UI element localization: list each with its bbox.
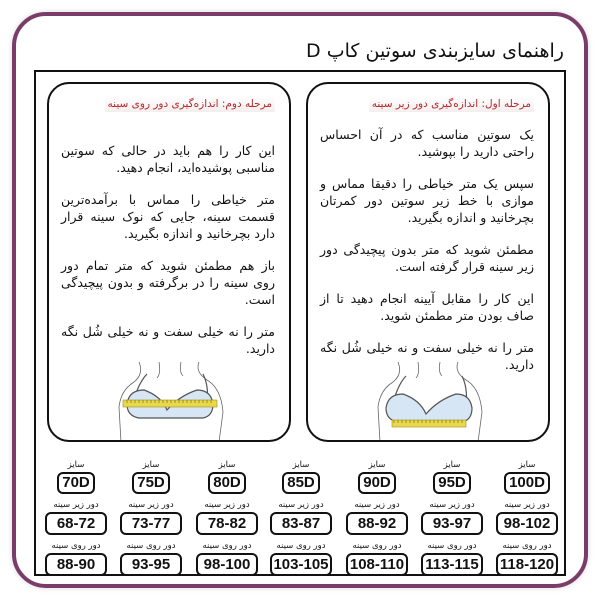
size-column-80d bbox=[194, 460, 260, 576]
underbust-value: 68-72 bbox=[45, 512, 107, 535]
size-label: سایز bbox=[218, 460, 236, 470]
bust-label: دور روی سینه bbox=[202, 541, 252, 551]
bust-value: 103-105 bbox=[270, 553, 332, 576]
underbust-label: دور زیر سینه bbox=[354, 500, 400, 510]
underbust-value: 98-102 bbox=[496, 512, 558, 535]
bust-label: دور روی سینه bbox=[51, 541, 101, 551]
bust-value: 98-100 bbox=[196, 553, 258, 576]
underbust-label: دور زیر سینه bbox=[504, 500, 550, 510]
size-badge: 80D bbox=[208, 472, 246, 494]
size-label: سایز bbox=[292, 460, 310, 470]
bust-label: دور روی سینه bbox=[352, 541, 402, 551]
step1-body bbox=[320, 126, 534, 388]
size-badge: 95D bbox=[433, 472, 471, 494]
size-label: سایز bbox=[518, 460, 536, 470]
step1-title: مرحله اول: اندازه‌گیری دور زیر سینه bbox=[369, 96, 534, 112]
size-badge: 70D bbox=[57, 472, 95, 494]
step2-body bbox=[61, 142, 275, 372]
size-badge: 75D bbox=[132, 472, 170, 494]
size-column-70d bbox=[43, 460, 109, 576]
step1-para-3: مطمئن شوید که متر بدون پیچیدگی دور زیر سینه قرار گرفته است. bbox=[320, 242, 534, 274]
size-column-85d bbox=[268, 460, 334, 576]
step2-title: مرحله دوم: اندازه‌گیری دور روی سینه bbox=[105, 96, 275, 112]
size-label: سایز bbox=[67, 460, 85, 470]
step1-para-4: این کار را مقابل آیینه انجام دهید تا از صاف بودن متر مطمئن شوید. bbox=[320, 291, 534, 323]
bust-label: دور روی سینه bbox=[427, 541, 477, 551]
size-column-90d bbox=[344, 460, 410, 576]
size-column-95d bbox=[419, 460, 485, 576]
bust-label: دور روی سینه bbox=[276, 541, 326, 551]
size-label: سایز bbox=[142, 460, 160, 470]
underbust-value: 93-97 bbox=[421, 512, 483, 535]
size-label: سایز bbox=[443, 460, 461, 470]
step2-para-4: متر را نه خیلی سفت و نه خیلی شُل نگه دارید. bbox=[61, 324, 275, 356]
bust-measure-illustration bbox=[99, 362, 239, 442]
bust-value: 113-115 bbox=[421, 553, 483, 576]
size-column-75d bbox=[118, 460, 184, 576]
step1-para-5: متر را نه خیلی سفت و نه خیلی شُل نگه دارید. bbox=[320, 340, 534, 372]
underbust-label: دور زیر سینه bbox=[53, 500, 99, 510]
bust-value: 108-110 bbox=[346, 553, 408, 576]
bust-label: دور روی سینه bbox=[126, 541, 176, 551]
size-label: سایز bbox=[368, 460, 386, 470]
underbust-value: 78-82 bbox=[196, 512, 258, 535]
step2-para-3: باز هم مطمئن شوید که متر تمام دور روی سینه را در برگرفته و بدون پیچیدگی است. bbox=[61, 258, 275, 307]
underbust-label: دور زیر سینه bbox=[278, 500, 324, 510]
size-badge: 85D bbox=[282, 472, 320, 494]
underbust-value: 88-92 bbox=[346, 512, 408, 535]
underbust-label: دور زیر سینه bbox=[429, 500, 475, 510]
step2-para-2: متر خیاطی را مماس با برآمده‌ترین قسمت سینه، جایی که نوک سینه قرار دارد بچرخانید و اندازه بگیرید. bbox=[61, 192, 275, 241]
step2-panel bbox=[47, 82, 291, 442]
step1-panel bbox=[306, 82, 550, 442]
size-badge: 100D bbox=[504, 472, 550, 494]
size-badge: 90D bbox=[358, 472, 396, 494]
step2-para-1: این کار را هم باید در حالی که سوتین مناسبی پوشیده‌اید، انجام دهید. bbox=[61, 143, 275, 175]
bust-value: 118-120 bbox=[496, 553, 558, 576]
underbust-measure-illustration bbox=[358, 362, 498, 442]
page-title: راهنمای سایزبندی سوتین کاپ D bbox=[306, 40, 564, 62]
size-column-100d bbox=[494, 460, 560, 576]
underbust-label: دور زیر سینه bbox=[128, 500, 174, 510]
bust-value: 93-95 bbox=[120, 553, 182, 576]
bust-value: 88-90 bbox=[45, 553, 107, 576]
underbust-value: 73-77 bbox=[120, 512, 182, 535]
underbust-label: دور زیر سینه bbox=[204, 500, 250, 510]
underbust-value: 83-87 bbox=[270, 512, 332, 535]
step1-para-2: سپس یک متر خیاطی را دقیقا مماس و موازی با خط زیر سوتین دور کمرتان بچرخانید و اندازه بگیرید. bbox=[320, 176, 534, 225]
step1-para-1: یک سوتین مناسب که در آن احساس راحتی دارید را بپوشید. bbox=[320, 127, 534, 159]
bust-label: دور روی سینه bbox=[502, 541, 552, 551]
